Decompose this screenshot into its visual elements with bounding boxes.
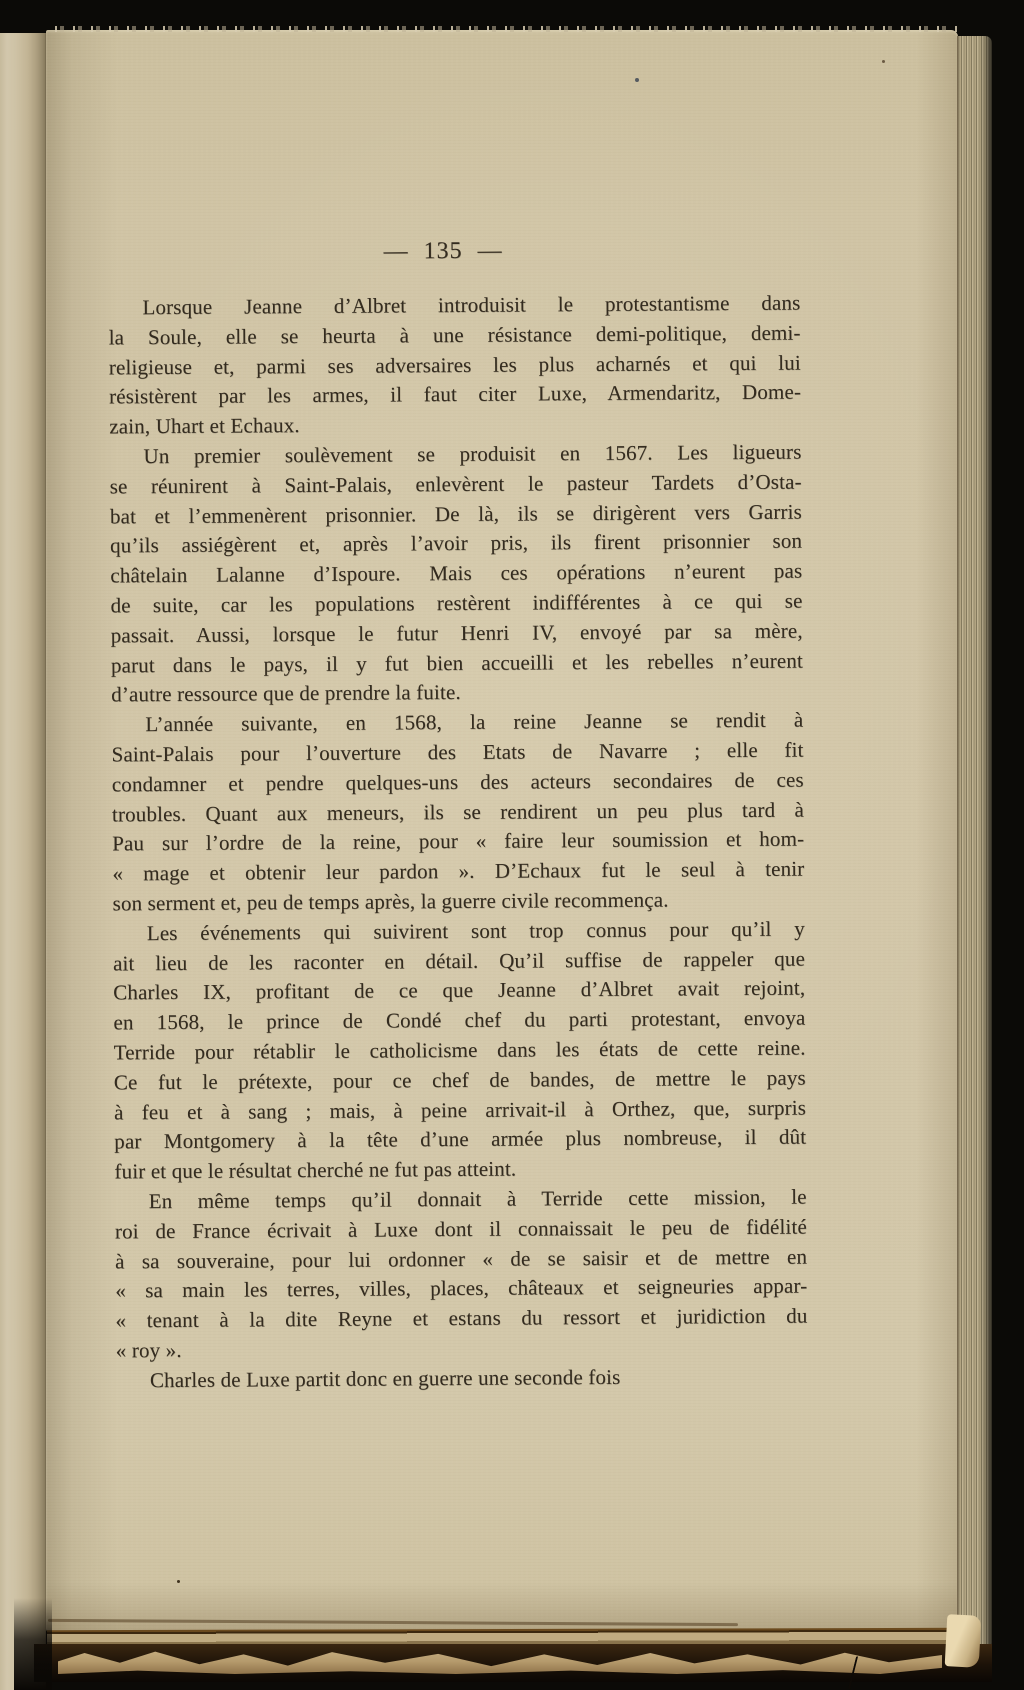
bottom-right-corner-edge	[945, 1614, 982, 1668]
text-line: en 1568, le prince de Condé chef du parti protestant, envoya	[113, 1005, 806, 1035]
text-line: « sa main les terres, villes, places, châteaux et seigneuries appar-	[115, 1273, 808, 1303]
paragraph	[111, 706, 804, 919]
facing-page-sliver	[0, 33, 46, 1690]
paragraph	[109, 438, 803, 711]
text-line: résistèrent par les armes, il faut citer Luxe, Armendaritz, Dome-	[108, 379, 802, 409]
text-line: Ce fut le prétexte, pour ce chef de bandes, de mettre le pays	[113, 1065, 806, 1095]
text-line: fuir et que le résultat cherché ne fut pas atteint.	[114, 1156, 517, 1184]
paper-speck	[635, 78, 639, 82]
paper-speck	[177, 1580, 180, 1583]
text-line: de suite, car les populations restèrent indifférentes à ce qui se	[110, 588, 803, 618]
text-line: ait lieu de les raconter en détail. Qu’il suffise de rappeler que	[112, 946, 806, 975]
text-line: troubles. Quant aux meneurs, ils se rendirent un peu plus tard à	[111, 797, 805, 826]
text-line: religieuse et, parmi ses adversaires les plus acharnés et qui lui	[108, 350, 801, 380]
text-line: L’année suivante, en 1568, la reine Jeanne se rendit à	[145, 707, 804, 737]
text-line: Pau sur l’ordre de la reine, pour « faire leur soumission et hom-	[112, 826, 805, 856]
text-line: condamner et pendre quelques-uns des acteurs secondaires de ces	[111, 767, 804, 797]
text-line: Terride pour rétablir le catholicisme dans les états de cette reine.	[113, 1035, 806, 1065]
text-block	[108, 234, 808, 1396]
paper-speck	[882, 60, 885, 63]
fore-edge-page-stack	[957, 36, 992, 1648]
paragraph	[108, 289, 801, 443]
text-line: par Montgomery à la tête d’une armée plus nombreuse, il dût	[114, 1124, 807, 1154]
text-line: Un premier soulèvement se produisit en 1567. Les ligueurs	[143, 439, 802, 469]
gutter-bottom-shadow	[14, 1598, 52, 1690]
text-line: zain, Uhart et Echaux.	[109, 413, 300, 439]
text-line: Charles IX, profitant de ce que Jeanne d’Albret avait rejoint,	[113, 975, 806, 1005]
text-line: Charles de Luxe partit donc en guerre une seconde fois	[149, 1364, 621, 1392]
text-line: En même temps qu’il donnait à Terride cette mission, le	[148, 1184, 807, 1214]
text-line: Lorsque Jeanne d’Albret introduisit le protestantisme dans	[142, 290, 801, 320]
text-line: se réunirent à Saint-Palais, enlevèrent le pasteur Tardets d’Osta-	[109, 469, 802, 499]
text-line: « mage et obtenir leur pardon ». D’Echaux fut le seul à tenir	[112, 856, 805, 886]
text-line: Saint-Palais pour l’ouverture des Etats de Navarre ; elle fit	[111, 737, 804, 767]
text-line: à sa souveraine, pour lui ordonner « de se saisir et de mettre en	[115, 1244, 808, 1273]
text-line: Les événements qui suivirent sont trop connus pour qu’il y	[146, 916, 805, 945]
paragraph-container	[108, 289, 808, 1396]
text-line: parut dans le pays, il y fut bien accueilli et les rebelles n’eurent	[110, 648, 804, 677]
page-number: — 135 —	[383, 237, 503, 265]
paragraph	[113, 914, 807, 1187]
text-line: qu’ils assiégèrent et, après l’avoir pris, ils firent prisonnier son	[110, 528, 803, 558]
text-line: roi de France écrivait à Luxe dont il connaissait le peu de fidélité	[114, 1214, 807, 1244]
text-line: passait. Aussi, lorsque le futur Henri IV, envoyé par sa mère,	[110, 618, 803, 648]
text-line: « tenant à la dite Reyne et estans du ressort et juridiction du	[115, 1303, 808, 1333]
text-line: d’autre ressource que de prendre la fuite.	[111, 680, 461, 707]
text-line: « roy ».	[115, 1337, 182, 1363]
text-line: à feu et à sang ; mais, à peine arrivait-il à Orthez, que, surpris	[113, 1095, 807, 1124]
text-line: la Soule, elle se heurta à une résistance demi-politique, demi-	[108, 320, 801, 350]
text-line: son serment et, peu de temps après, la guerre civile recommença.	[112, 887, 669, 916]
text-line: bat et l’emmenèrent prisonnier. De là, ils se dirigèrent vers Garris	[109, 499, 802, 529]
page-top-deckle-edge	[46, 26, 958, 32]
book-page	[46, 30, 958, 1632]
paragraph	[116, 1361, 808, 1396]
text-line: châtelain Lalanne d’Ispoure. Mais ces opérations n’eurent pas	[110, 558, 803, 588]
paragraph	[115, 1182, 808, 1366]
